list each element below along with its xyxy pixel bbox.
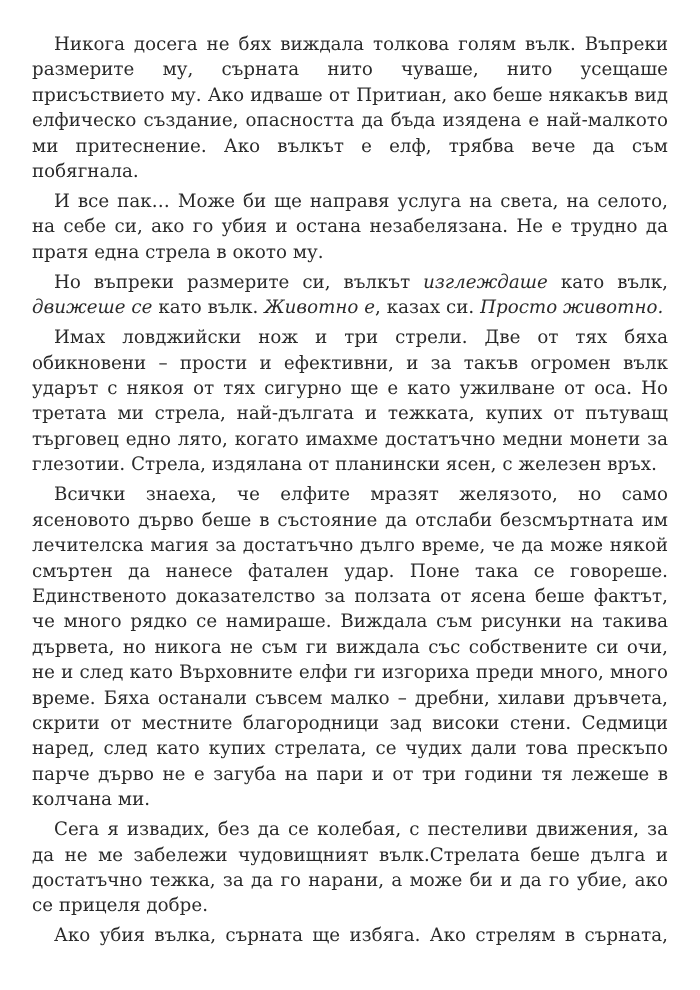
paragraph-text: Сега я извадих, без да се колебая, с пестеливи движения, за да не ме забележи чудовищният вълк.Стрелата беше дълга и достатъчно тежка, за да го нарани, а може би и да го убие, ако се прицеля добре. xyxy=(32,819,668,917)
paragraph-text: Но въпреки размерите си, вълкът xyxy=(54,271,424,293)
paragraph-text: , казах си. xyxy=(375,297,481,319)
paragraph-3 xyxy=(32,270,668,321)
paragraph-2 xyxy=(32,189,668,265)
paragraph-text: Имах ловджийски нож и три стрели. Две от тях бяха обикновени – прости и ефективни, и за такъв огромен вълк ударът с някоя от тях сигурно ще е като ужилване от оса. Но третата ми стрела, най-дългата и тежката, купих от пътуващ търговец едно лято, когато имахме достатъчно медни монети за глезотии. Стрела, издялана от планински ясен, с железен връх. xyxy=(32,327,668,476)
paragraph-5 xyxy=(32,482,668,812)
paragraph-7 xyxy=(32,923,668,948)
italic-text: Просто животно. xyxy=(480,297,664,319)
paragraph-1 xyxy=(32,32,668,184)
paragraph-text: като вълк, xyxy=(547,271,668,293)
paragraph-text: като вълк. xyxy=(152,297,265,319)
paragraph-text: Никога досега не бях виждала толкова голям вълк. Въпреки размерите му, сърната нито чуваше, нито усещаше присъствието му. Ако идваше от Притиан, ако беше някакъв вид елфическо създание, опасността да бъда изядена е най-малкото ми притеснение. Ако вълкът е елф, трябва вече да съм побягнала. xyxy=(32,34,668,183)
italic-text: Животно е xyxy=(264,297,376,319)
paragraph-text: Ако убия вълка, сърната ще избяга. Ако стрелям в сърната, xyxy=(54,925,668,947)
italic-text: движеше се xyxy=(32,297,153,319)
paragraph-4 xyxy=(32,325,668,477)
paragraph-6 xyxy=(32,817,668,919)
paragraph-text: И все пак… Може би ще направя услуга на света, на селото, на себе си, ако го убия и остана незабелязана. Не е трудно да пратя една стрела в окото му. xyxy=(32,191,668,263)
book-page xyxy=(32,32,668,949)
italic-text: изглеждаше xyxy=(423,271,548,293)
paragraph-text: Всички знаеха, че елфите мразят желязото, но само ясеновото дърво беше в състояние да отслаби безсмъртната им лечителска магия за достатъчно дълго време, че да може някой смъртен да нанесе фатален удар. Поне така се говореше. Единственото доказателство за ползата от ясена беше фактът, че много рядко се намираше. Виждала съм рисунки на такива дървета, но никога не съм ги виждала със собствените си очи, не и след като Върховните елфи ги изгориха преди много, много време. Бяха останали съвсем малко – дребни, хилави дръвчета, скрити от местните благородници зад високи стени. Седмици наред, след като купих стрелата, се чудих дали това прескъпо парче дърво не е загуба на пари и от три години тя лежеше в колчана ми. xyxy=(32,484,668,811)
